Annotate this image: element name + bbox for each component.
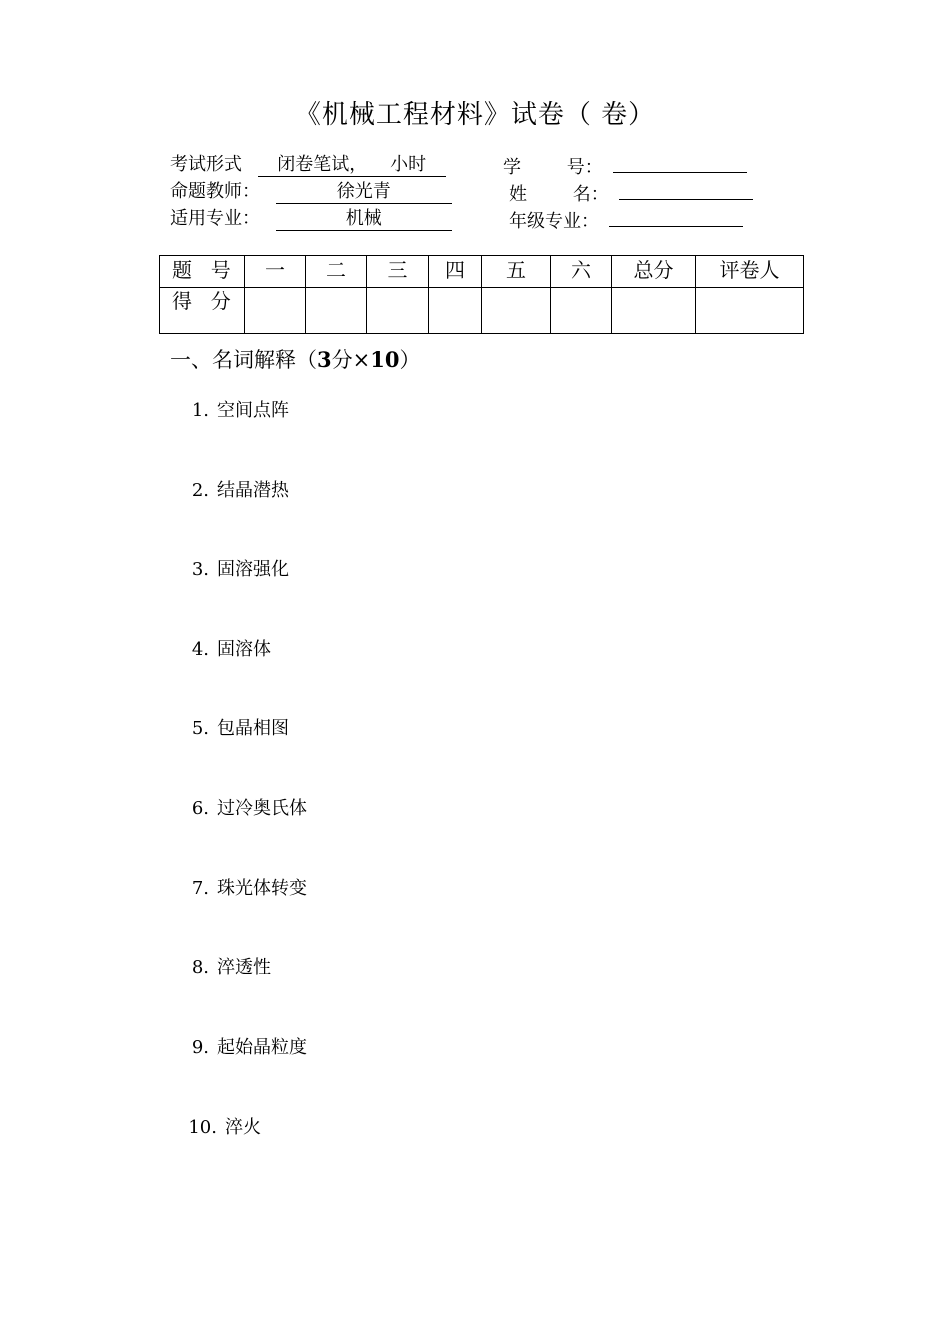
score-table — [159, 255, 804, 334]
section-prefix: 一、名词解释（ — [170, 348, 317, 372]
score-cell-1[interactable] — [245, 288, 306, 334]
question-text: 空间点阵 — [217, 400, 289, 421]
question-number: 5. — [191, 718, 209, 739]
question-text: 包晶相图 — [217, 718, 289, 739]
section-suffix: ） — [399, 348, 421, 372]
student-id-blank[interactable] — [613, 150, 747, 173]
question-item — [185, 476, 289, 502]
question-text: 过冷奥氏体 — [217, 798, 307, 819]
question-item — [185, 1113, 261, 1139]
score-table-score-row — [160, 288, 804, 334]
exam-title: 《机械工程材料》试卷（ 卷） — [294, 100, 656, 130]
question-item — [185, 794, 307, 820]
score-cell-total[interactable] — [612, 288, 696, 334]
header-cell-5: 五 — [482, 256, 551, 288]
teacher-label: 命题教师： — [170, 181, 260, 202]
exam-form-row — [170, 150, 446, 177]
section-points: 3 — [317, 347, 332, 372]
student-id-row — [503, 150, 747, 179]
question-item — [185, 396, 289, 422]
header-cell-grader: 评卷人 — [696, 256, 804, 288]
major-value: 机械 — [276, 208, 452, 231]
major-row — [170, 204, 452, 231]
question-number: 2. — [191, 480, 209, 501]
question-item — [185, 635, 271, 661]
header-cell-4: 四 — [429, 256, 482, 288]
score-cell-4[interactable] — [429, 288, 482, 334]
question-number: 7. — [191, 878, 209, 899]
grade-major-label: 年级专业： — [509, 211, 599, 232]
question-item — [185, 555, 289, 581]
score-table-header-row — [160, 256, 804, 288]
question-number: 3. — [191, 559, 209, 580]
question-item — [185, 1033, 307, 1059]
name-blank[interactable] — [619, 177, 753, 200]
major-label: 适用专业： — [170, 208, 260, 229]
question-item — [185, 874, 307, 900]
header-cell-3: 三 — [367, 256, 429, 288]
question-text: 淬透性 — [217, 957, 271, 978]
question-text: 珠光体转变 — [217, 878, 307, 899]
score-cell-6[interactable] — [551, 288, 612, 334]
question-item — [185, 714, 289, 740]
student-id-label: 学 号： — [503, 157, 603, 178]
question-number: 9. — [191, 1037, 209, 1058]
question-number: 4. — [191, 639, 209, 660]
teacher-value: 徐光青 — [276, 181, 452, 204]
score-cell-3[interactable] — [367, 288, 429, 334]
exam-form-value: 闭卷笔试， 小时 — [258, 154, 446, 177]
question-text: 固溶强化 — [217, 559, 289, 580]
score-row-label: 得 分 — [160, 288, 245, 334]
header-cell-1: 一 — [245, 256, 306, 288]
question-text: 固溶体 — [217, 639, 271, 660]
header-cell-6: 六 — [551, 256, 612, 288]
header-cell-total: 总分 — [612, 256, 696, 288]
section-mid: 分× — [331, 348, 371, 372]
score-cell-5[interactable] — [482, 288, 551, 334]
score-cell-2[interactable] — [306, 288, 367, 334]
question-item — [185, 953, 271, 979]
teacher-row — [170, 177, 452, 204]
score-cell-grader[interactable] — [696, 288, 804, 334]
question-number: 1. — [191, 400, 209, 421]
question-text: 起始晶粒度 — [217, 1037, 307, 1058]
question-number: 6. — [191, 798, 209, 819]
exam-form-label: 考试形式 — [170, 154, 242, 175]
question-number: 10. — [188, 1117, 217, 1138]
section-count: 10 — [370, 347, 400, 372]
question-number: 8. — [191, 957, 209, 978]
header-cell-question-no: 题 号 — [160, 256, 245, 288]
grade-major-row — [509, 204, 743, 233]
question-text: 结晶潜热 — [217, 480, 289, 501]
name-label: 姓 名： — [509, 184, 609, 205]
header-cell-2: 二 — [306, 256, 367, 288]
question-text: 淬火 — [225, 1117, 261, 1138]
name-row — [509, 177, 753, 206]
section-heading — [170, 344, 420, 374]
grade-major-blank[interactable] — [609, 204, 743, 227]
